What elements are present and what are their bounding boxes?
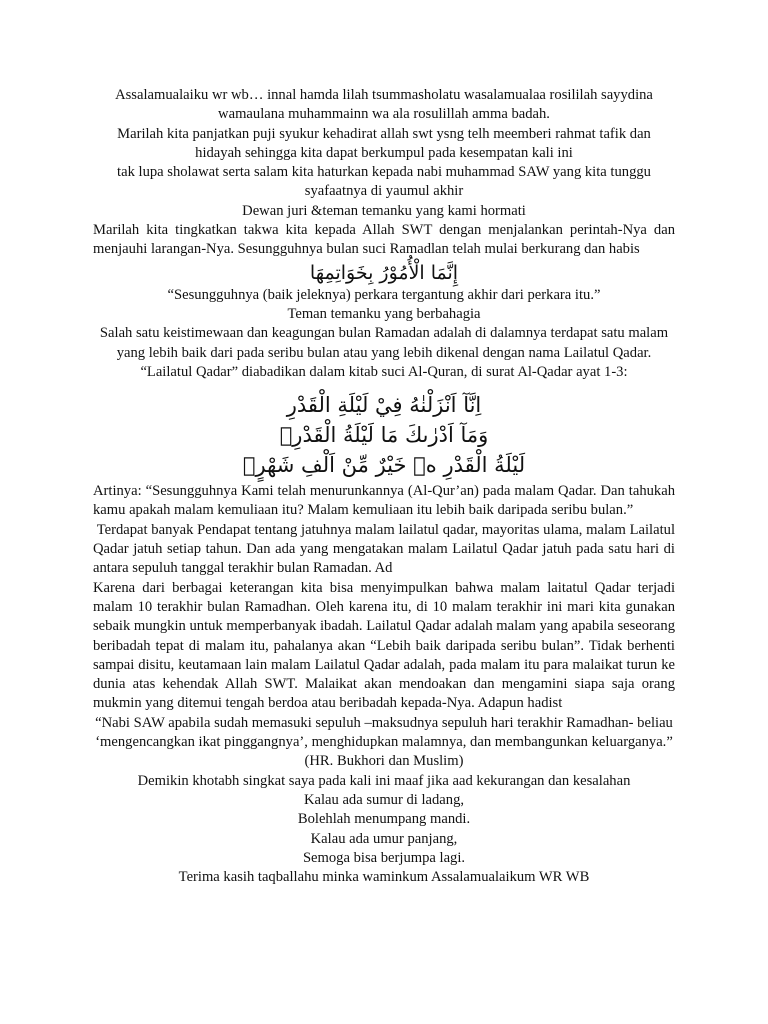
quote-translation: “Sesungguhnya (baik jeleknya) perkara tergantung akhir dari perkara itu.” — [167, 286, 601, 303]
pantun-line: Semoga bisa berjumpa lagi. — [302, 849, 466, 866]
takwa-paragraph: Marilah kita tingkatkan takwa kita kepada Allah SWT dengan menjalankan perintah-Nya dan menjauhi larangan-Nya. Sesungguhnya bulan suci Ramadlan telah mulai berkurang dan habis — [93, 222, 675, 258]
hadist-quote: “Nabi SAW apabila sudah memasuki sepuluh –maksudnya sepuluh hari terakhir Ramadhan- beliau ‘mengencangkan ikat pinggangnya’, menghidupkan malamnya, dan membangunkan keluarganya.” (HR. Bukhori dan Muslim) — [95, 714, 673, 770]
pantun-line: Kalau ada sumur di ladang, — [303, 791, 465, 808]
ayat-line: لَيْلَةُ الْقَدْرِ ەۙ خَيْرٌ مِّنْ اَلْفِ شَهْرٍۗ — [242, 453, 526, 478]
arabic-quote: إِنَّمَا الْأُمُوْرُ بِخَوَاتِمِهَا — [309, 261, 459, 284]
pantun-line: Bolehlah menumpang mandi. — [297, 811, 471, 828]
opening-sholawat: tak lupa sholawat serta salam kita haturkan kepada nabi muhammad SAW yang kita tunggu syafaatnya di yaumul akhir — [117, 164, 651, 200]
artinya-paragraph: Artinya: “Sesungguhnya Kami telah menurunkannya (Al-Qur’an) pada malam Qadar. Dan tahukah kamu apakah malam kemuliaan itu? Malam kemuliaan itu lebih baik daripada seribu bulan.” — [93, 483, 675, 519]
karena-paragraph: Karena dari berbagai keterangan kita bisa menyimpulkan bahwa malam laitatul Qadar terjadi malam 10 terakhir bulan Ramadhan. Oleh karena itu, di 10 malam terakhir ini mari kita gunakan sebaik mungkin untuk memperbanyak ibadah. Lailatul Qadar adalah malam yang apabila seseorang beribadah tepat di malam itu, pahalanya akan “Lebih baik daripada seribu bulan”. Tidak berhenti sampai disitu, keutamaan lain malam Lailatul Qadar adalah, pada malam itu para malaikat turun ke dunia atas kehendak Allah SWT. Malaikat akan mendoakan dan mengamini siapa saja orang mukmin yang ditemui tengah berdoa atau beribadah kepada-Nya. Adapun hadist — [93, 579, 675, 712]
closing-salam: Terima kasih taqballahu minka waminkum Assalamualaikum WR WB — [178, 869, 590, 886]
document-page — [93, 86, 679, 887]
greeting-2: Teman temanku yang berbahagia — [287, 305, 481, 322]
opening-syukur: Marilah kita panjatkan puji syukur kehadirat allah swt ysng telh meemberi rahmat tafik dan hidayah sehingga kita dapat berkumpul pada kesempatan kali ini — [117, 125, 651, 161]
lailatul-intro: Salah satu keistimewaan dan keagungan bulan Ramadan adalah di dalamnya terdapat satu malam yang lebih baik dari pada seribu bulan atau yang lebih dikenal dengan nama Lailatul Qadar. “Lailatul Qadar” diabadikan dalam kitab suci Al-Quran, di surat Al-Qadar ayat 1-3: — [99, 325, 669, 380]
ayat-line: وَمَآ اَدْرٰىكَ مَا لَيْلَةُ الْقَدْرِۗ — [279, 423, 489, 448]
opening-greeting: Dewan juri &teman temanku yang kami hormati — [242, 202, 526, 219]
pendapat-paragraph: Terdapat banyak Pendapat tentang jatuhnya malam lailatul qadar, mayoritas ulama, malam Lailatul Qadar jatuh setiap tahun. Dan ada yang mengatakan malam Lailatul Qadar jatuh pada satu hari di antara sepuluh tanggal terakhir bulan Ramadan. Ad — [93, 521, 679, 577]
ayat-line: اِنَّآ اَنْزَلْنٰهُ فِيْ لَيْلَةِ الْقَدْرِ — [286, 393, 482, 418]
closing-line: Demikin khotabh singkat saya pada kali ini maaf jika aad kekurangan dan kesalahan — [137, 772, 631, 789]
ayat-block — [93, 390, 675, 480]
opening-salam: Assalamualaiku wr wb… innal hamda lilah tsummasholatu wasalamualaa rosililah sayydina wamaulana muhammainn wa ala rosulillah amma badah. — [115, 87, 653, 123]
pantun-line: Kalau ada umur panjang, — [310, 830, 458, 847]
